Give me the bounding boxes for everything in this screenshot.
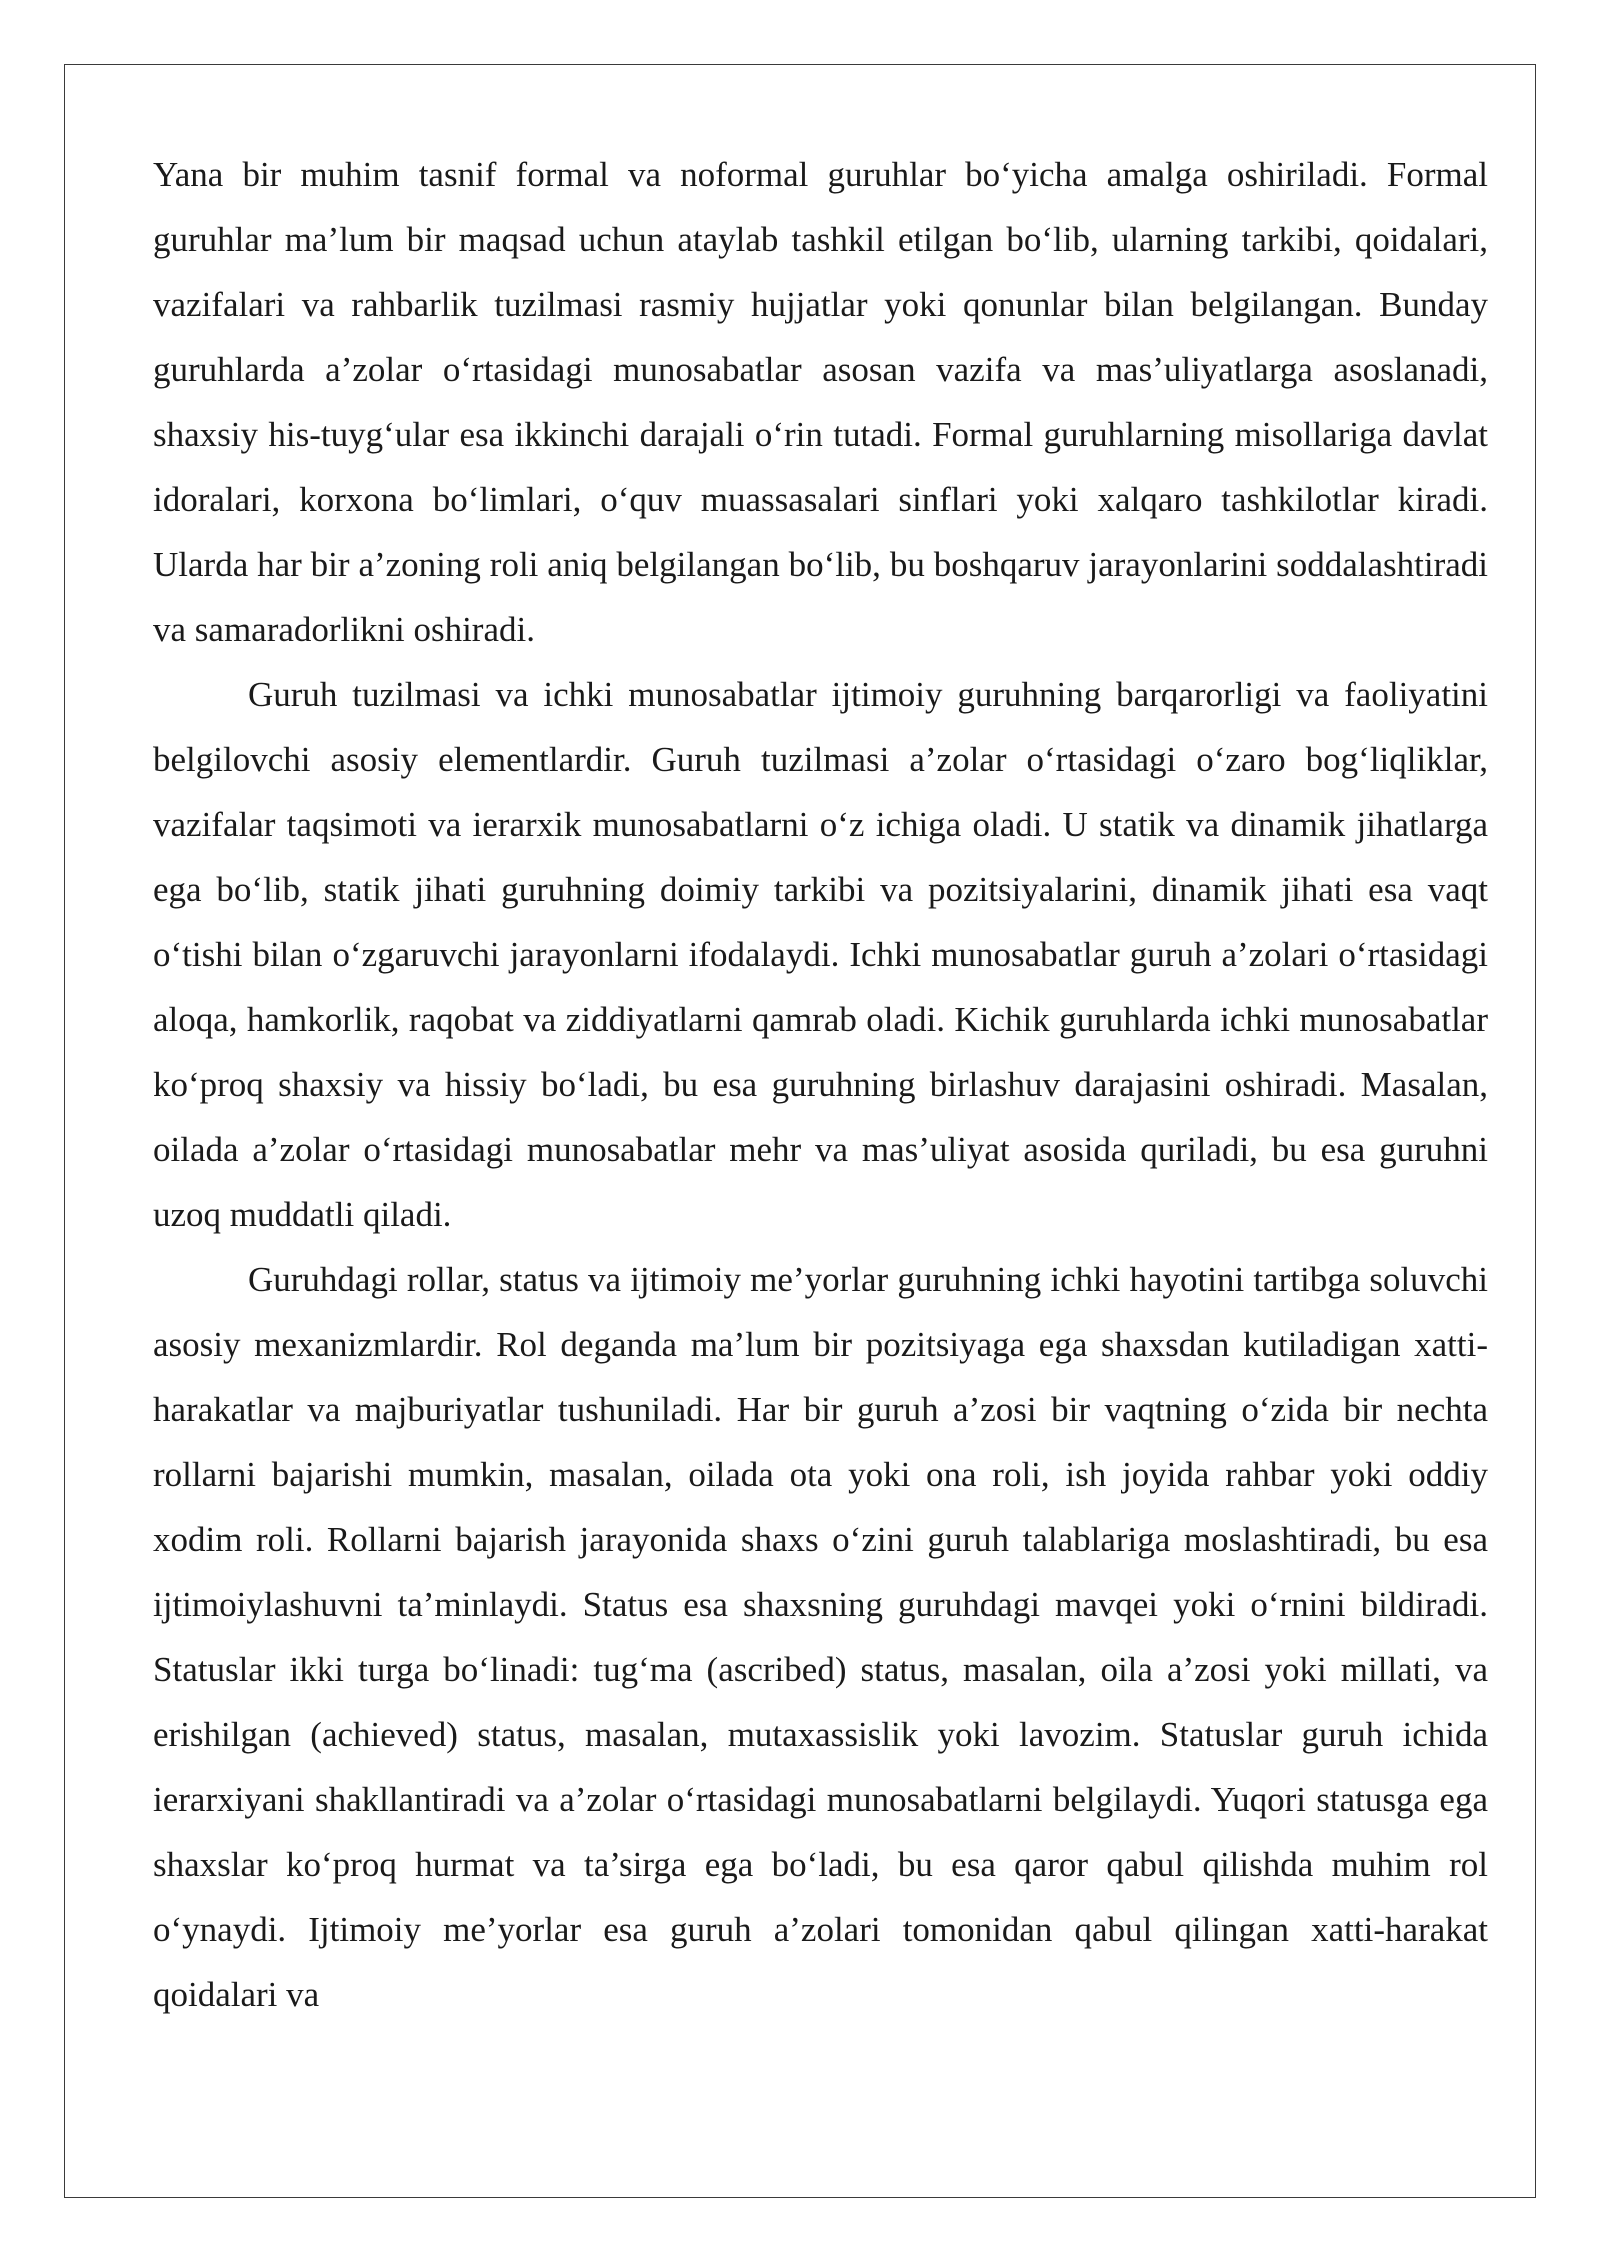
paragraph-roles-status-norms: Guruhdagi rollar, status va ijtimoiy me’yorlar guruhning ichki hayotini tartibga soluvchi asosiy mexanizmlardir. Rol deganda ma’lum bir pozitsiyaga ega shaxsdan kutiladigan xatti-harakatlar va majburiyatlar tushuniladi. Har bir guruh a’zosi bir vaqtning o‘zida bir nechta rollarni bajarishi mumkin, masalan, oilada ota yoki ona roli, ish joyida rahbar yoki oddiy xodim roli. Rollarni bajarish jarayonida shaxs o‘zini guruh talablariga moslashtiradi, bu esa ijtimoiylashuvni ta’minlaydi. Status esa shaxsning guruhdagi mavqei yoki o‘rnini bildiradi. Statuslar ikki turga bo‘linadi: tug‘ma (ascribed) status, masalan, oila a’zosi yoki millati, va erishilgan (achieved) status, masalan, mutaxassislik yoki lavozim. Statuslar guruh ichida ierarxiyani shakllantiradi va a’zolar o‘rtasidagi munosabatlarni belgilaydi. Yuqori statusga ega shaxslar ko‘proq hurmat va ta’sirga ega bo‘ladi, bu esa qaror qabul qilishda muhim rol o‘ynaydi. Ijtimoiy me’yorlar esa guruh a’zolari tomonidan qabul qilingan xatti-harakat qoidalari va (153, 1260, 1488, 2014)
paragraph-group-structure: Guruh tuzilmasi va ichki munosabatlar ijtimoiy guruhning barqarorligi va faoliyatini belgilovchi asosiy elementlardir. Guruh tuzilmasi a’zolar o‘rtasidagi o‘zaro bog‘liqliklar, vazifalar taqsimoti va ierarxik munosabatlarni o‘z ichiga oladi. U statik va dinamik jihatlarga ega bo‘lib, statik jihati guruhning doimiy tarkibi va pozitsiyalarini, dinamik jihati esa vaqt o‘tishi bilan o‘zgaruvchi jarayonlarni ifodalaydi. Ichki munosabatlar guruh a’zolari o‘rtasidagi aloqa, hamkorlik, raqobat va ziddiyatlarni qamrab oladi. Kichik guruhlarda ichki munosabatlar ko‘proq shaxsiy va hissiy bo‘ladi, bu esa guruhning birlashuv darajasini oshiradi. Masalan, oilada a’zolar o‘rtasidagi munosabatlar mehr va mas’uliyat asosida quriladi, bu esa guruhni uzoq muddatli qiladi. (153, 675, 1488, 1234)
paragraph-formal-groups: Yana bir muhim tasnif formal va noformal guruhlar bo‘yicha amalga oshiriladi. Formal guruhlar ma’lum bir maqsad uchun ataylab tashkil etilgan bo‘lib, ularning tarkibi, qoidalari, vazifalari va rahbarlik tuzilmasi rasmiy hujjatlar yoki qonunlar bilan belgilangan. Bunday guruhlarda a’zolar o‘rtasidagi munosabatlar asosan vazifa va mas’uliyatlarga asoslanadi, shaxsiy his-tuyg‘ular esa ikkinchi darajali o‘rin tutadi. Formal guruhlarning misollariga davlat idoralari, korxona bo‘limlari, o‘quv muassasalari sinflari yoki xalqaro tashkilotlar kiradi. Ularda har bir a’zoning roli aniq belgilangan bo‘lib, bu boshqaruv jarayonlarini soddalashtiradi va samaradorlikni oshiradi. (153, 155, 1488, 649)
document-body (153, 142, 1488, 2027)
